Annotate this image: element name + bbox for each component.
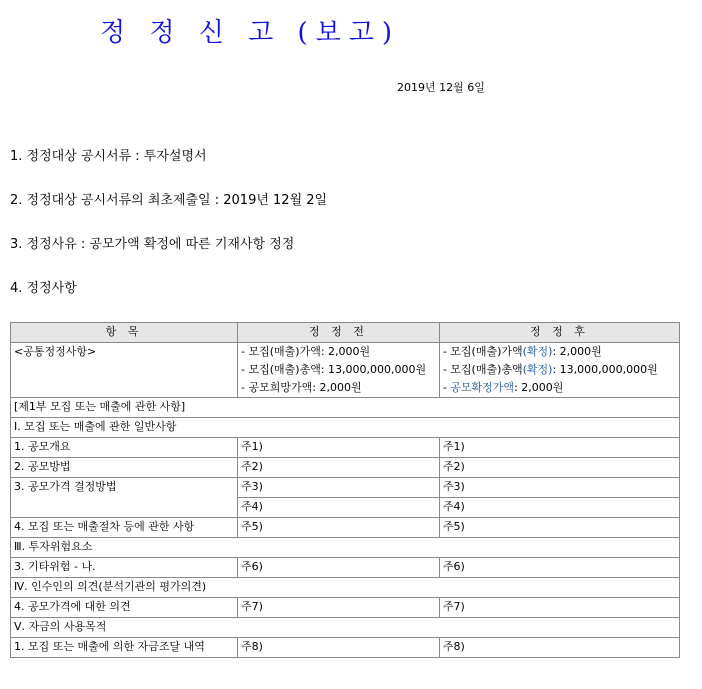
header-before: 정 정 전 xyxy=(238,323,440,343)
table-row xyxy=(11,598,680,618)
highlight-text: (확정) xyxy=(522,363,553,376)
row-label: 2. 공모방법 xyxy=(11,458,238,478)
before-line: - 모집(매출)총액: 13,000,000,000원 xyxy=(241,363,427,376)
row-after: 주6) xyxy=(439,558,679,578)
report-date: 2019년 12월 6일 xyxy=(397,81,485,94)
highlight-text: 공모확정가액 xyxy=(450,381,515,394)
after-line: - 모집(매출)총액(확정): 13,000,000,000원 xyxy=(442,363,658,376)
common-after xyxy=(439,343,679,398)
table-row xyxy=(11,458,680,478)
section-III: Ⅲ. 투자위험요소 xyxy=(11,538,680,558)
row-after: 주2) xyxy=(439,458,679,478)
table-header-row xyxy=(11,323,680,343)
row-label: 3. 공모가격 결정방법 xyxy=(11,478,238,518)
row-before: 주7) xyxy=(238,598,440,618)
row-after: 주7) xyxy=(439,598,679,618)
correction-table xyxy=(10,322,680,658)
section-row xyxy=(11,538,680,558)
section-IV: Ⅳ. 인수인의 의견(분석기관의 평가의견) xyxy=(11,578,680,598)
row-after: 주3) xyxy=(439,478,679,498)
row-label: 1. 모집 또는 매출에 의한 자금조달 내역 xyxy=(11,638,238,658)
section-I: Ⅰ. 모집 또는 매출에 관한 일반사항 xyxy=(11,418,680,438)
row-label: 3. 기타위험 - 나. xyxy=(11,558,238,578)
section-row xyxy=(11,398,680,418)
row-before: 주6) xyxy=(238,558,440,578)
table-row xyxy=(11,478,680,498)
item-correction-details: 4. 정정사항 xyxy=(10,281,77,296)
row-before: 주5) xyxy=(238,518,440,538)
row-after: 주4) xyxy=(439,498,679,518)
item-initial-filing-date: 2. 정정대상 공시서류의 최초제출일 : 2019년 12월 2일 xyxy=(10,193,328,208)
row-after: 주1) xyxy=(439,438,679,458)
header-after: 정 정 후 xyxy=(439,323,679,343)
highlight-text: (확정) xyxy=(522,345,553,358)
section-V: Ⅴ. 자금의 사용목적 xyxy=(11,618,680,638)
common-before xyxy=(238,343,440,398)
row-after: 주8) xyxy=(439,638,679,658)
item-correction-reason: 3. 정정사유 : 공모가액 확정에 따른 기재사항 정정 xyxy=(10,237,295,252)
row-label: 4. 모집 또는 매출절차 등에 관한 사항 xyxy=(11,518,238,538)
row-before: 주2) xyxy=(238,458,440,478)
after-line: - 공모확정가액: 2,000원 xyxy=(442,381,564,394)
table-row-common xyxy=(11,343,680,398)
before-line: - 모집(매출)가액: 2,000원 xyxy=(241,345,371,358)
row-label: 1. 공모개요 xyxy=(11,438,238,458)
row-after: 주5) xyxy=(439,518,679,538)
row-before: 주4) xyxy=(238,498,440,518)
row-before: 주1) xyxy=(238,438,440,458)
table-row xyxy=(11,638,680,658)
section-row xyxy=(11,618,680,638)
table-row xyxy=(11,558,680,578)
item-target-document: 1. 정정대상 공시서류 : 투자설명서 xyxy=(10,149,207,164)
row-before: 주8) xyxy=(238,638,440,658)
section-row xyxy=(11,578,680,598)
row-label: 4. 공모가격에 대한 의견 xyxy=(11,598,238,618)
row-before: 주3) xyxy=(238,478,440,498)
before-line: - 공모희망가액: 2,000원 xyxy=(241,381,362,394)
common-label: <공통정정사항> xyxy=(11,343,238,398)
header-item: 항 목 xyxy=(11,323,238,343)
document-title: 정 정 신 고 (보고) xyxy=(99,18,401,48)
section-part1: [제1부 모집 또는 매출에 관한 사항] xyxy=(11,398,680,418)
section-row xyxy=(11,418,680,438)
table-row xyxy=(11,518,680,538)
table-row xyxy=(11,438,680,458)
after-line: - 모집(매출)가액(확정): 2,000원 xyxy=(442,345,602,358)
